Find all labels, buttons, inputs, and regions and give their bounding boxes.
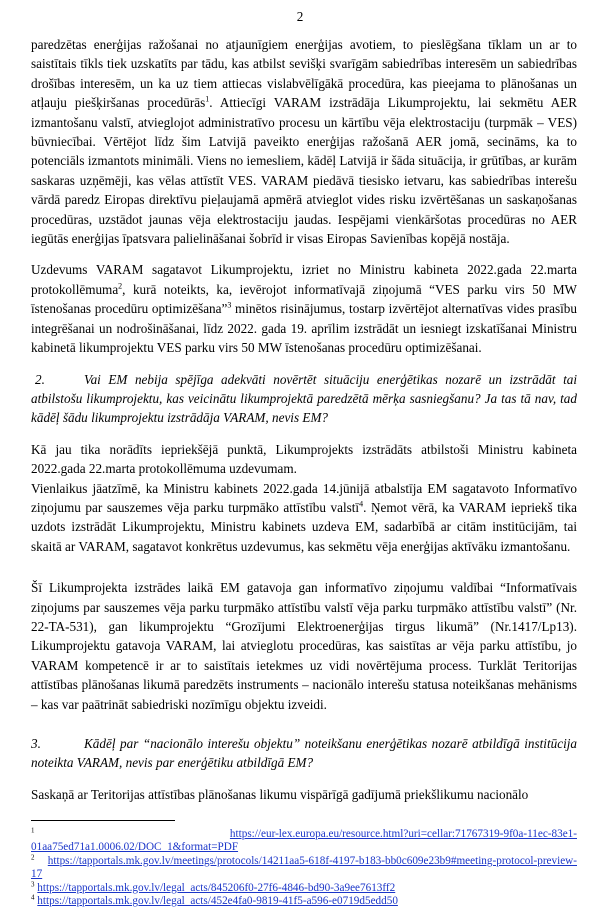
footnote-number: 2 xyxy=(31,853,35,862)
paragraph-task-origin xyxy=(31,260,577,357)
footnote-ref-2[interactable]: 2 xyxy=(118,281,123,291)
paragraph-answer-3: Saskaņā ar Teritorijas attīstības plānošanas likumu vispārīgā gadījumā priekšlikumu nacionālo xyxy=(31,786,529,802)
paragraph-text: paredzētas enerģijas ražošanai no atjaunīgiem enerģijas avotiem, to pieslēgšana tīklam un ar to saistītais tīkls tiek uzskatīts par tādu, kas atbilst sevišķi svarīgām sabiedrības interesēm un sabiedrības drošības interesēm, un ka uz tiem attiecas vislabvēlīgākā procedūra, kas pieejama to plānošanas un atļauju piešķiršanas procedūrās xyxy=(31,37,577,111)
paragraph-text: . Ņemot vērā, ka VARAM iepriekš tika uzdots izstrādāt Likumprojektu, Ministru kabinets uzdeva EM, sadarbībā ar citām institūcijām, tai skaitā ar VARAM, sagatavot konkrētus uzdevumus, kas sekmētu vēja enerģijas aktīvāku izmantošanu. xyxy=(31,499,577,554)
footnote-link-4[interactable]: https://tapportals.mk.gov.lv/legal_acts/452e4fa0-9819-41f5-a596-e0719d5edd50 xyxy=(37,895,398,908)
paragraph-answer-2b xyxy=(31,479,577,557)
paragraph-text: Vienlaikus jāatzīmē, ka Ministru kabinets 2022.gada 14.jūnijā atbalstīja EM sagatavoto Informatīvo ziņojumu par sauszemes vēja parku turpmāko attīstību valstī xyxy=(31,480,577,515)
page-number: 2 xyxy=(296,9,304,24)
question-number: 3. xyxy=(31,736,41,751)
question-2 xyxy=(31,370,577,428)
paragraph-answer-2c: Šī Likumprojekta izstrādes laikā EM gatavoja gan informatīvo ziņojumu valdībai “Informatīvais ziņojums par sauszemes vēja parku turpmāko attīstību valstī vēja parku turpmāko attīstību valstī” (Nr. 22-TA-531), gan likumprojektu “Grozījumi Elektroenerģijas tirgus likumā” (Nr.1417/Lp13). Likumprojektu gatavoja VARAM, lai atvieglotu procedūras, kas saistītas ar vēja parku attīstību, jo VARAM kompetencē ir ar to saistītais ietekmes uz vidi novērtējuma process. Turklāt Teritorijas attīstības plānošanas likumā paredzēts instruments – nacionālo interešu statusa noteikšanas mehānisms – kas var paātrināt sabiedriski nozīmīgu objektu izveidi. xyxy=(31,580,577,712)
question-3 xyxy=(31,734,577,773)
paragraph-text: Uzdevums VARAM sagatavot Likumprojektu, izriet no Ministru kabineta 2022.gada 22.marta protokollēmuma xyxy=(31,262,577,297)
footnote-3 xyxy=(31,879,577,895)
footnote-ref-4[interactable]: 4 xyxy=(359,499,364,509)
footnote-link-1[interactable]: https://eur-lex.europa.eu/resource.html?uri=cellar:71767319-9f0a-11ec-83e1-01aa75ed71a1.0006.02/DOC_1&format=PDF xyxy=(31,828,577,854)
footnote-1 xyxy=(31,828,577,855)
footnote-4 xyxy=(31,895,577,908)
paragraph-renewable-procedures xyxy=(31,35,577,248)
footnote-separator xyxy=(31,820,175,821)
footnote-number: 1 xyxy=(31,826,35,835)
question-number: 2. xyxy=(35,371,45,387)
question-text: Kādēļ par “nacionālo interešu objektu” noteikšanu enerģētikas nozarē atbildīgā institūcija noteikta VARAM, nevis par enerģētiku atbildīgā EM? xyxy=(31,736,577,771)
footnote-link-3[interactable]: https://tapportals.mk.gov.lv/legal_acts/845206f0-27f6-4846-bd90-3a9ee7613ff2 xyxy=(37,881,396,894)
paragraph-text: . Attiecīgi VARAM izstrādāja Likumprojektu, lai sekmētu AER izmantošanu valstī, atvieglojot administratīvo procesu un kārtību vēja elektrostaciju (turpmāk – VES) būvniecībai. Vērtējot līdz šim Latvijā paveikto enerģijas ražošanā AER jomā, secināms, ka to potenciāls izmantots minimāli. Viens no iemesliem, kādēļ Latvijā ir šāda situācija, ir grūtības, ar kurām saskaras uzņēmēji, kas vēlas attīstīt VES. VARAM piedāvā tiesisko ietvaru, kas sabiedrības interešu vārdā paredz Eiropas direktīvu pieļaujamā apmērā atvieglot vides risku izvērtēšanas un saskaņošanas procedūras, uzstādot jaunas vēja elektrostaciju jaudas. Iespējami vienkāršotas procedūras no AER iegūtās enerģijas īpatsvara palielināšanai šobrīd ir visas Eiropas Savienības kopējā nostāja. xyxy=(31,95,577,247)
paragraph-text: , kurā noteikts, ka, ievērojot informatīvajā ziņojumā “VES parku virs 50 MW īstenošanas procedūru optimizēšana” xyxy=(31,281,577,317)
footnote-link-2[interactable]: https://tapportals.mk.gov.lv/meetings/protocols/14211aa5-618f-4197-b183-bb0c609e23b9#meeting-protocol-preview-17 xyxy=(31,854,577,881)
footnotes xyxy=(31,820,577,908)
footnote-number: 4 xyxy=(31,893,35,902)
document-body xyxy=(31,35,577,816)
paragraph-answer-2a: Kā jau tika norādīts iepriekšējā punktā, Likumprojekts izstrādāts atbilstoši Ministru kabineta 2022.gada 22.marta protokollēmuma uzdevumam. xyxy=(31,441,577,477)
footnote-ref-3[interactable]: 3 xyxy=(227,300,232,310)
footnote-2 xyxy=(31,855,577,882)
footnote-number: 3 xyxy=(31,879,35,888)
paragraph-text: minētos risinājumus, tostarp izvērtējot alternatīvas vides prasību integrēšanai un nodrošināšanai, līdz 2022. gada 19. aprīlim izstrādāt un iesniegt izskatīšanai Ministru kabinetā likumprojektu VES parku virs 50 MW īstenošanas procedūru optimizēšanai. xyxy=(31,301,577,356)
question-text: Vai EM nebija spējīga adekvāti novērtēt situāciju enerģētikas nozarē un izstrādāt tai atbilstošu likumprojektu, kas veicinātu likumprojektā paredzētā mērķa sasniegšanu? Ja tas tā nav, tad kādēļ šādu likumprojektu izstrādāja VARAM, nevis EM? xyxy=(31,371,577,426)
footnote-ref-1[interactable]: 1 xyxy=(205,94,210,104)
